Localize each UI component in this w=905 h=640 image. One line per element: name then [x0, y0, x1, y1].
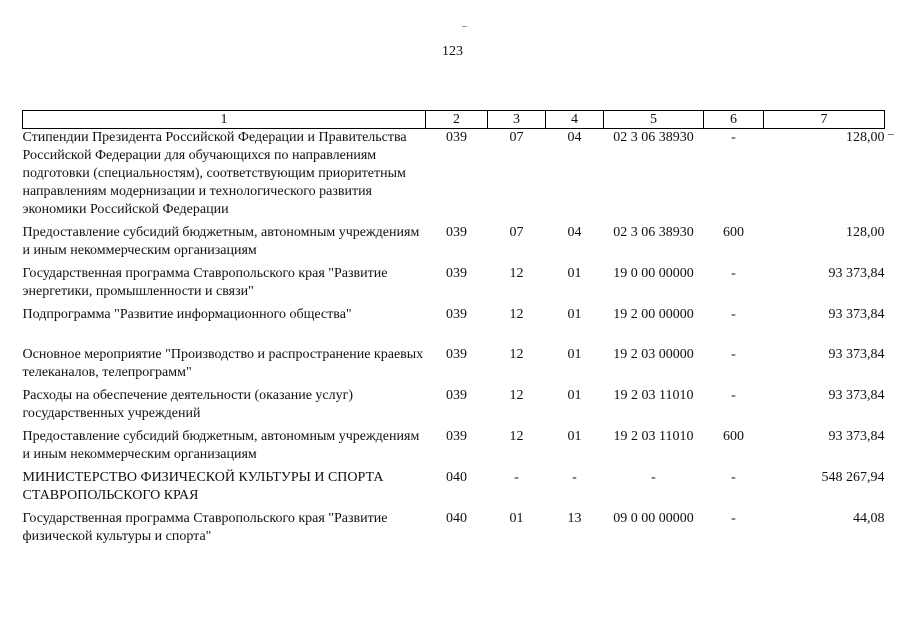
row-expense-type: -: [731, 511, 736, 526]
header-col-3: 3: [488, 111, 546, 129]
header-col-7: 7: [764, 111, 885, 129]
table-row: [23, 265, 885, 306]
row-name: Стипендии Президента Российской Федерации и Правительства Российской Федерации для обучающихся по направлениям подготовки (специальностям), соответствующим приоритетным направлениям модернизации и технологического развития экономики Российской Федерации: [22, 130, 407, 217]
row-ministry-code: 039: [446, 429, 467, 444]
table-row: [23, 129, 885, 225]
page-number: 123: [442, 44, 463, 59]
row-expense-type: 600: [723, 225, 744, 240]
table-row: [23, 387, 885, 428]
row-amount: 93 373,84: [828, 388, 885, 403]
row-target-article: 19 2 03 11010: [613, 388, 694, 403]
header-col-6: 6: [704, 111, 764, 129]
row-name: МИНИСТЕРСТВО ФИЗИЧЕСКОЙ КУЛЬТУРЫ И СПОРТА СТАВРОПОЛЬСКОГО КРАЯ: [22, 470, 384, 503]
row-subsection: 01: [567, 347, 582, 362]
scan-mark-top: [462, 26, 467, 27]
header-col-4: 4: [546, 111, 604, 129]
row-subsection: 04: [567, 225, 582, 240]
row-name: Предоставление субсидий бюджетным, автономным учреждениям и иным некоммерческим организациям: [22, 429, 420, 462]
header-col-5: 5: [604, 111, 704, 129]
row-section: 07: [509, 130, 524, 145]
row-expense-type: -: [731, 130, 736, 145]
row-amount: 93 373,84: [828, 347, 885, 362]
row-expense-type: -: [731, 470, 736, 485]
row-ministry-code: 039: [446, 225, 467, 240]
row-target-article: 19 2 03 11010: [613, 429, 694, 444]
header-row: [23, 111, 885, 129]
row-amount: 93 373,84: [828, 307, 885, 322]
table-row: [23, 510, 885, 551]
row-ministry-code: 039: [446, 130, 467, 145]
scan-mark-right: [888, 134, 894, 135]
row-target-article: 02 3 06 38930: [613, 130, 694, 145]
row-section: 07: [509, 225, 524, 240]
row-ministry-code: 040: [446, 511, 467, 526]
row-subsection: 13: [567, 511, 582, 526]
row-expense-type: -: [731, 388, 736, 403]
row-amount: 93 373,84: [828, 429, 885, 444]
row-ministry-code: 039: [446, 307, 467, 322]
row-name: Государственная программа Ставропольского края "Развитие физической культуры и спорта": [22, 511, 388, 544]
row-section: 12: [509, 266, 524, 281]
row-ministry-code: 039: [446, 388, 467, 403]
row-target-article: 19 0 00 00000: [613, 266, 694, 281]
row-subsection: -: [572, 470, 577, 485]
row-expense-type: -: [731, 307, 736, 322]
row-section: -: [514, 470, 519, 485]
row-amount: 128,00: [846, 130, 885, 145]
row-subsection: 01: [567, 307, 582, 322]
row-section: 12: [509, 347, 524, 362]
row-amount: 128,00: [846, 225, 885, 240]
row-section: 12: [509, 388, 524, 403]
table-row: [23, 346, 885, 387]
table-row: [23, 306, 885, 346]
row-target-article: 19 2 03 00000: [613, 347, 694, 362]
row-name: Государственная программа Ставропольского края "Развитие энергетики, промышленности и связи": [22, 266, 388, 299]
row-target-article: 02 3 06 38930: [613, 225, 694, 240]
row-target-article: 09 0 00 00000: [613, 511, 694, 526]
row-subsection: 01: [567, 388, 582, 403]
row-section: 12: [509, 429, 524, 444]
row-amount: 44,08: [853, 511, 885, 526]
table-row: [23, 224, 885, 265]
row-amount: 93 373,84: [828, 266, 885, 281]
row-section: 01: [509, 511, 524, 526]
row-subsection: 01: [567, 429, 582, 444]
row-expense-type: -: [731, 266, 736, 281]
row-section: 12: [509, 307, 524, 322]
row-name: Расходы на обеспечение деятельности (оказание услуг) государственных учреждений: [22, 388, 354, 421]
row-name: Предоставление субсидий бюджетным, автономным учреждениям и иным некоммерческим организациям: [22, 225, 420, 258]
table-row: [23, 428, 885, 469]
row-ministry-code: 039: [446, 347, 467, 362]
row-subsection: 04: [567, 130, 582, 145]
row-target-article: 19 2 00 00000: [613, 307, 694, 322]
row-ministry-code: 039: [446, 266, 467, 281]
row-name: Основное мероприятие "Производство и распространение краевых телеканалов, телепрограмм": [22, 347, 424, 380]
row-expense-type: -: [731, 347, 736, 362]
row-subsection: 01: [567, 266, 582, 281]
row-amount: 548 267,94: [821, 470, 885, 485]
row-ministry-code: 040: [446, 470, 467, 485]
row-name: Подпрограмма "Развитие информационного общества": [22, 307, 352, 322]
row-expense-type: 600: [723, 429, 744, 444]
budget-table: [22, 110, 885, 551]
table-row: [23, 469, 885, 510]
header-col-2: 2: [426, 111, 488, 129]
header-col-1: 1: [23, 111, 426, 129]
row-target-article: -: [651, 470, 656, 485]
